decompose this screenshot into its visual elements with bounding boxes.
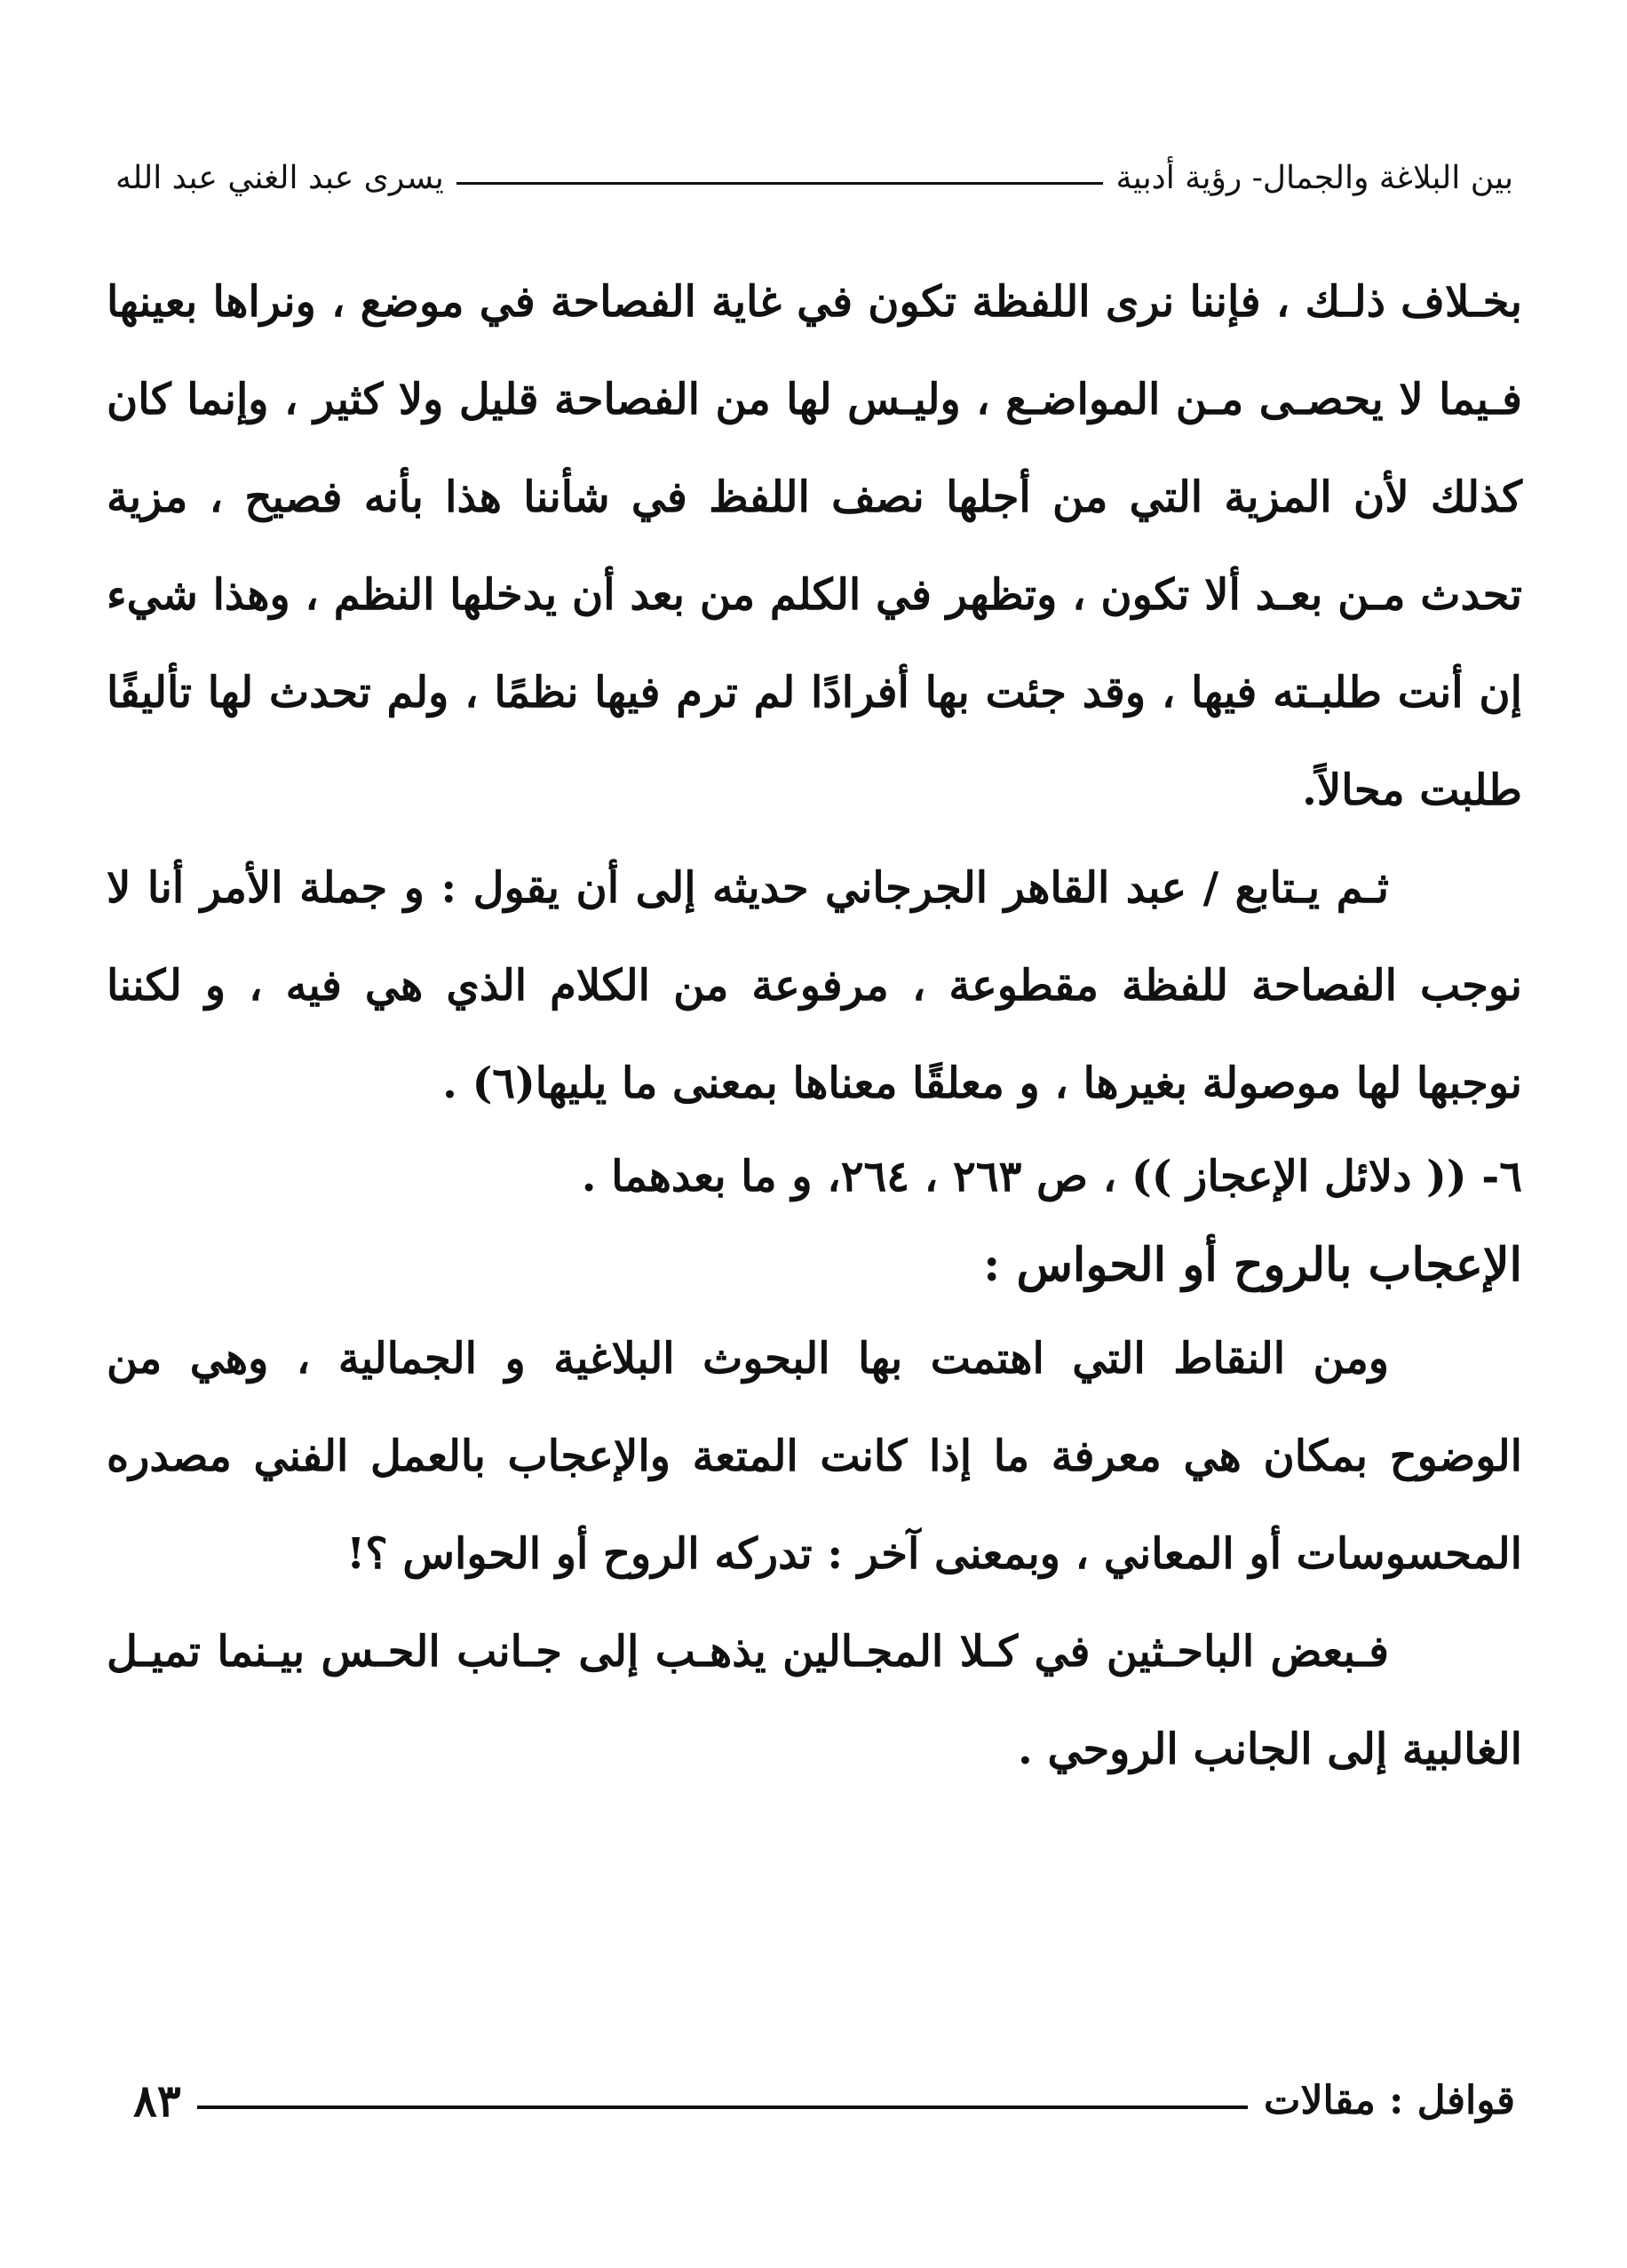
paragraph-4: فـبعض الباحـثين في كـلا المجـالين يذهـب إلى جـانب الحـس بيـنما تميـل الغالبية إلى الجانب الروحي . — [107, 1627, 1522, 1774]
paragraph-1: بخـلاف ذلـك ، فإننا نرى اللفظة تكون في غاية الفصاحة في موضع ، ونراها بعينها فـيما لا يحصـى مـن المواضـع ، وليـس لها من الفصاحة قليل ولا كثير ، وإنما كان كذلك لأن المزية التي من أجلها نصف اللفظ في شأننا هذا بأنه فصيح ، مزية تحدث مـن بعـد ألا تكون ، وتظهر في الكلم من بعد أن يدخلها النظم ، وهذا شيء إن أنت طلبـته فيها ، وقد جئت بها أفرادًا لم ترم فيها نظمًا ، ولم تحدث لها تأليفًا طلبت محالاً. — [107, 277, 1523, 815]
paragraph-2: ثـم يـتابع / عبد القاهر الجرجاني حديثه إلى أن يقول : و جملة الأمر أنا لا نوجب الفصاحة للفظة مقطوعة ، مرفوعة من الكلام الذي هي فيه ، و لكننا نوجبها لها موصولة بغيرها ، و معلقًا معناها بمعنى ما يليها(٦) . — [107, 863, 1522, 1108]
footnote: ٦- (( دلائل الإعجاز )) ، ص ٢٦٣ ، ٢٦٤، و ما بعدهما . — [581, 1152, 1522, 1201]
page-body — [107, 253, 1522, 1798]
running-header — [115, 151, 1513, 204]
page-number: ٨٣ — [133, 2074, 181, 2127]
footer-rule — [197, 2105, 1248, 2109]
footer-section: قوافل : مقالات — [1264, 2077, 1515, 2123]
running-footer — [133, 2069, 1515, 2131]
header-book-title: بين البلاغة والجمال- رؤية أدبية — [1115, 159, 1513, 196]
paragraph-3: ومن النقاط التي اهتمت بها البحوث البلاغية و الجمالية ، وهي من الوضوح بمكان هي معرفة ما إذا كانت المتعة والإعجاب بالعمل الفني مصدره المحسوسات أو المعاني ، وبمعنى آخر : تدركه الروح أو الحواس ؟! — [107, 1334, 1522, 1579]
header-rule — [456, 182, 1104, 185]
header-author: يسرى عبد الغني عبد الله — [115, 159, 444, 196]
section-heading: الإعجاب بالروح أو الحواس : — [983, 1238, 1522, 1292]
